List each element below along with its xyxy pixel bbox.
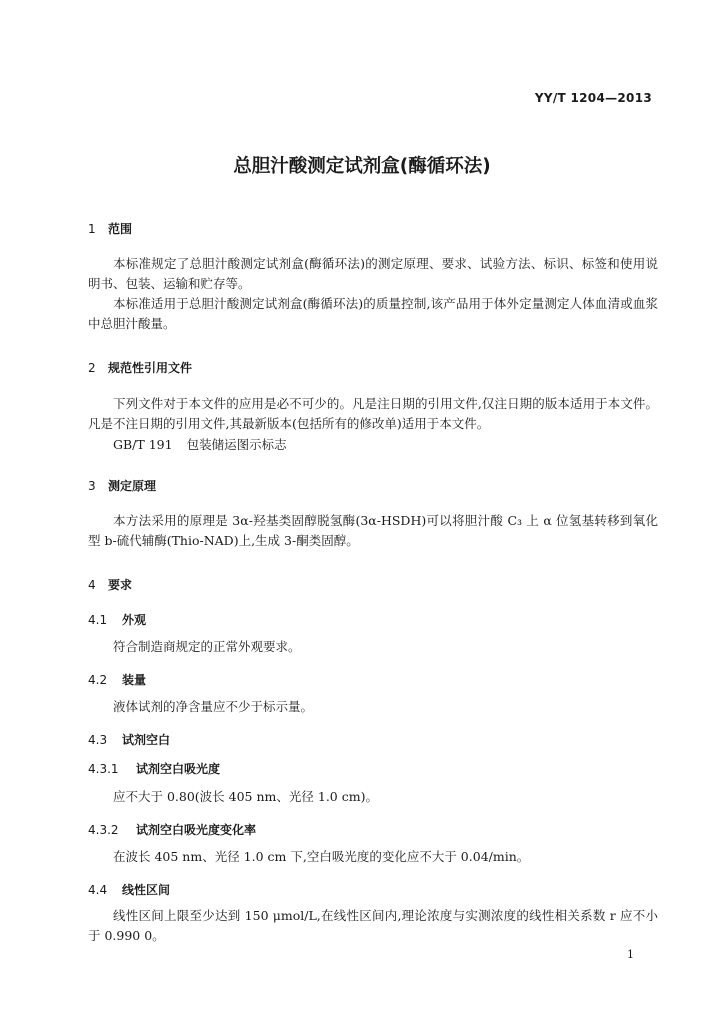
paragraph: 本标准规定了总胆汁酸测定试剂盒(酶循环法)的测定原理、要求、试验方法、标识、标签和使用说明书、包装、运输和贮存等。 [88,256,658,291]
subsubsection-title: 试剂空白吸光度 [136,762,221,776]
subsection-number: 4.4 [88,883,108,897]
subsection-number: 4.2 [88,673,108,687]
section-number: 2 [88,361,96,375]
subsubsection-number: 4.3.2 [88,823,119,837]
section-title: 范围 [108,222,133,236]
reference-code: GB/T 191 [113,437,173,452]
subsubsection-heading [88,760,220,777]
normative-reference [113,435,287,453]
section-number: 3 [88,479,96,493]
paragraph: 符合制造商规定的正常外观要求。 [113,639,301,654]
subsubsection-heading [88,821,256,838]
subsection-title: 装量 [122,673,147,687]
reference-title: 包装储运图示标志 [186,437,287,452]
section-title: 要求 [108,578,133,592]
standard-number: YY/T 1204—2013 [534,91,652,105]
section-heading [88,477,156,494]
subsubsection-number: 4.3.1 [88,762,119,776]
subsection-title: 外观 [122,613,147,627]
paragraph: 线性区间上限至少达到 150 μmol/L,在线性区间内,理论浓度与实测浓度的线性相关系数 r 应不小于 0.990 0。 [88,908,658,943]
section-heading [88,220,132,237]
subsubsection-title: 试剂空白吸光度变化率 [136,823,257,837]
paragraph: 在波长 405 nm、光径 1.0 cm 下,空白吸光度的变化应不大于 0.04/min。 [113,849,530,864]
section-heading [88,576,132,593]
subsection-heading [88,731,170,748]
subsection-number: 4.3 [88,733,108,747]
section-heading [88,359,192,376]
subsection-number: 4.1 [88,613,108,627]
subsection-heading [88,881,170,898]
subsection-title: 试剂空白 [122,733,171,747]
page-number: 1 [627,948,634,961]
section-number: 1 [88,222,96,236]
document-title: 总胆汁酸测定试剂盒(酶循环法) [233,156,491,177]
section-title: 规范性引用文件 [108,361,193,375]
subsection-heading [88,611,146,628]
paragraph: 应不大于 0.80(波长 405 nm、光径 1.0 cm)。 [113,789,378,804]
subsection-heading [88,671,146,688]
section-number: 4 [88,578,96,592]
paragraph: 下列文件对于本文件的应用是必不可少的。凡是注日期的引用文件,仅注日期的版本适用于本文件。凡是不注日期的引用文件,其最新版本(包括所有的修改单)适用于本文件。 [88,396,658,431]
subsection-title: 线性区间 [122,883,171,897]
paragraph: 液体试剂的净含量应不少于标示量。 [113,699,314,714]
paragraph: 本标准适用于总胆汁酸测定试剂盒(酶循环法)的质量控制,该产品用于体外定量测定人体血清或血浆中总胆汁酸量。 [88,296,658,331]
section-title: 测定原理 [108,479,157,493]
paragraph: 本方法采用的原理是 3α-羟基类固醇脱氢酶(3α-HSDH)可以将胆汁酸 C₃ 上 α 位氢基转移到氧化型 b-硫代辅酶(Thio-NAD)上,生成 3-酮类固醇。 [88,513,658,548]
